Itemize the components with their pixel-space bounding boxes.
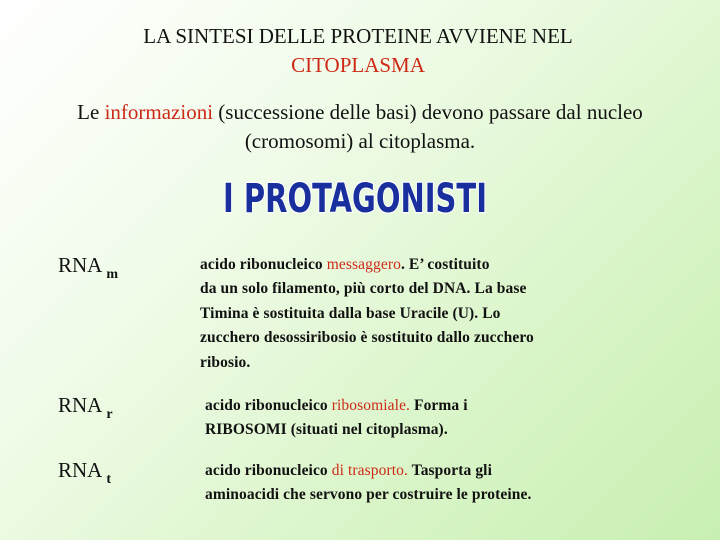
- title-line-1: LA SINTESI DELLE PROTEINE AVVIENE NEL: [143, 24, 573, 48]
- rna-m-sub: m: [106, 267, 119, 282]
- rna-r-sub: r: [106, 407, 113, 422]
- rna-t-def-rest: Tasporta gli: [407, 462, 492, 479]
- intro-highlight: informazioni: [104, 100, 214, 124]
- banner-text: I PROTAGONISTI: [223, 176, 487, 222]
- rna-m-def-highlight: messaggero: [326, 256, 401, 273]
- rna-m-name: RNA: [58, 253, 103, 277]
- rna-m-label: [58, 253, 118, 283]
- rna-t-sub: t: [106, 472, 112, 487]
- intro-text-rest: (successione delle basi) devono passare dal nucleo: [213, 100, 643, 124]
- rna-m-def-line: Timina è sostituita dalla base Uracile (U). Lo: [200, 304, 501, 322]
- rna-t-label: [58, 458, 111, 488]
- rna-m-def-line: da un solo filamento, più corto del DNA. La base: [200, 280, 527, 298]
- rna-t-definition: [205, 459, 531, 508]
- rna-m-def-line: zucchero desossiribosio è sostituito dallo zucchero: [200, 329, 534, 347]
- slide-title: [0, 22, 716, 80]
- rna-t-def-line: aminoacidi che servono per costruire le proteine.: [205, 486, 532, 504]
- rna-t-name: RNA: [58, 458, 103, 482]
- rna-r-def-start: acido ribonucleico: [205, 397, 332, 414]
- rna-r-def-highlight: ribosomiale.: [331, 397, 411, 414]
- rna-m-def-rest: . E’ costituito: [400, 256, 490, 273]
- rna-r-definition: [205, 394, 468, 443]
- intro-paragraph: [0, 98, 720, 156]
- rna-r-def-rest: Forma i: [410, 397, 468, 414]
- rna-m-def-start: acido ribonucleico: [200, 256, 327, 273]
- rna-t-def-start: acido ribonucleico: [205, 462, 332, 479]
- rna-r-name: RNA: [58, 393, 103, 417]
- rna-m-definition: [200, 253, 534, 375]
- intro-text-start: Le: [77, 100, 105, 124]
- rna-r-def-line: RIBOSOMI (situati nel citoplasma).: [205, 421, 448, 439]
- intro-text-line2: (cromosomi) al citoplasma.: [244, 129, 476, 153]
- rna-r-label: [58, 393, 113, 423]
- title-line-2: CITOPLASMA: [291, 53, 425, 77]
- rna-t-def-highlight: di trasporto.: [331, 462, 408, 479]
- protagonisti-banner: [220, 174, 490, 220]
- rna-m-def-line: ribosio.: [200, 353, 251, 371]
